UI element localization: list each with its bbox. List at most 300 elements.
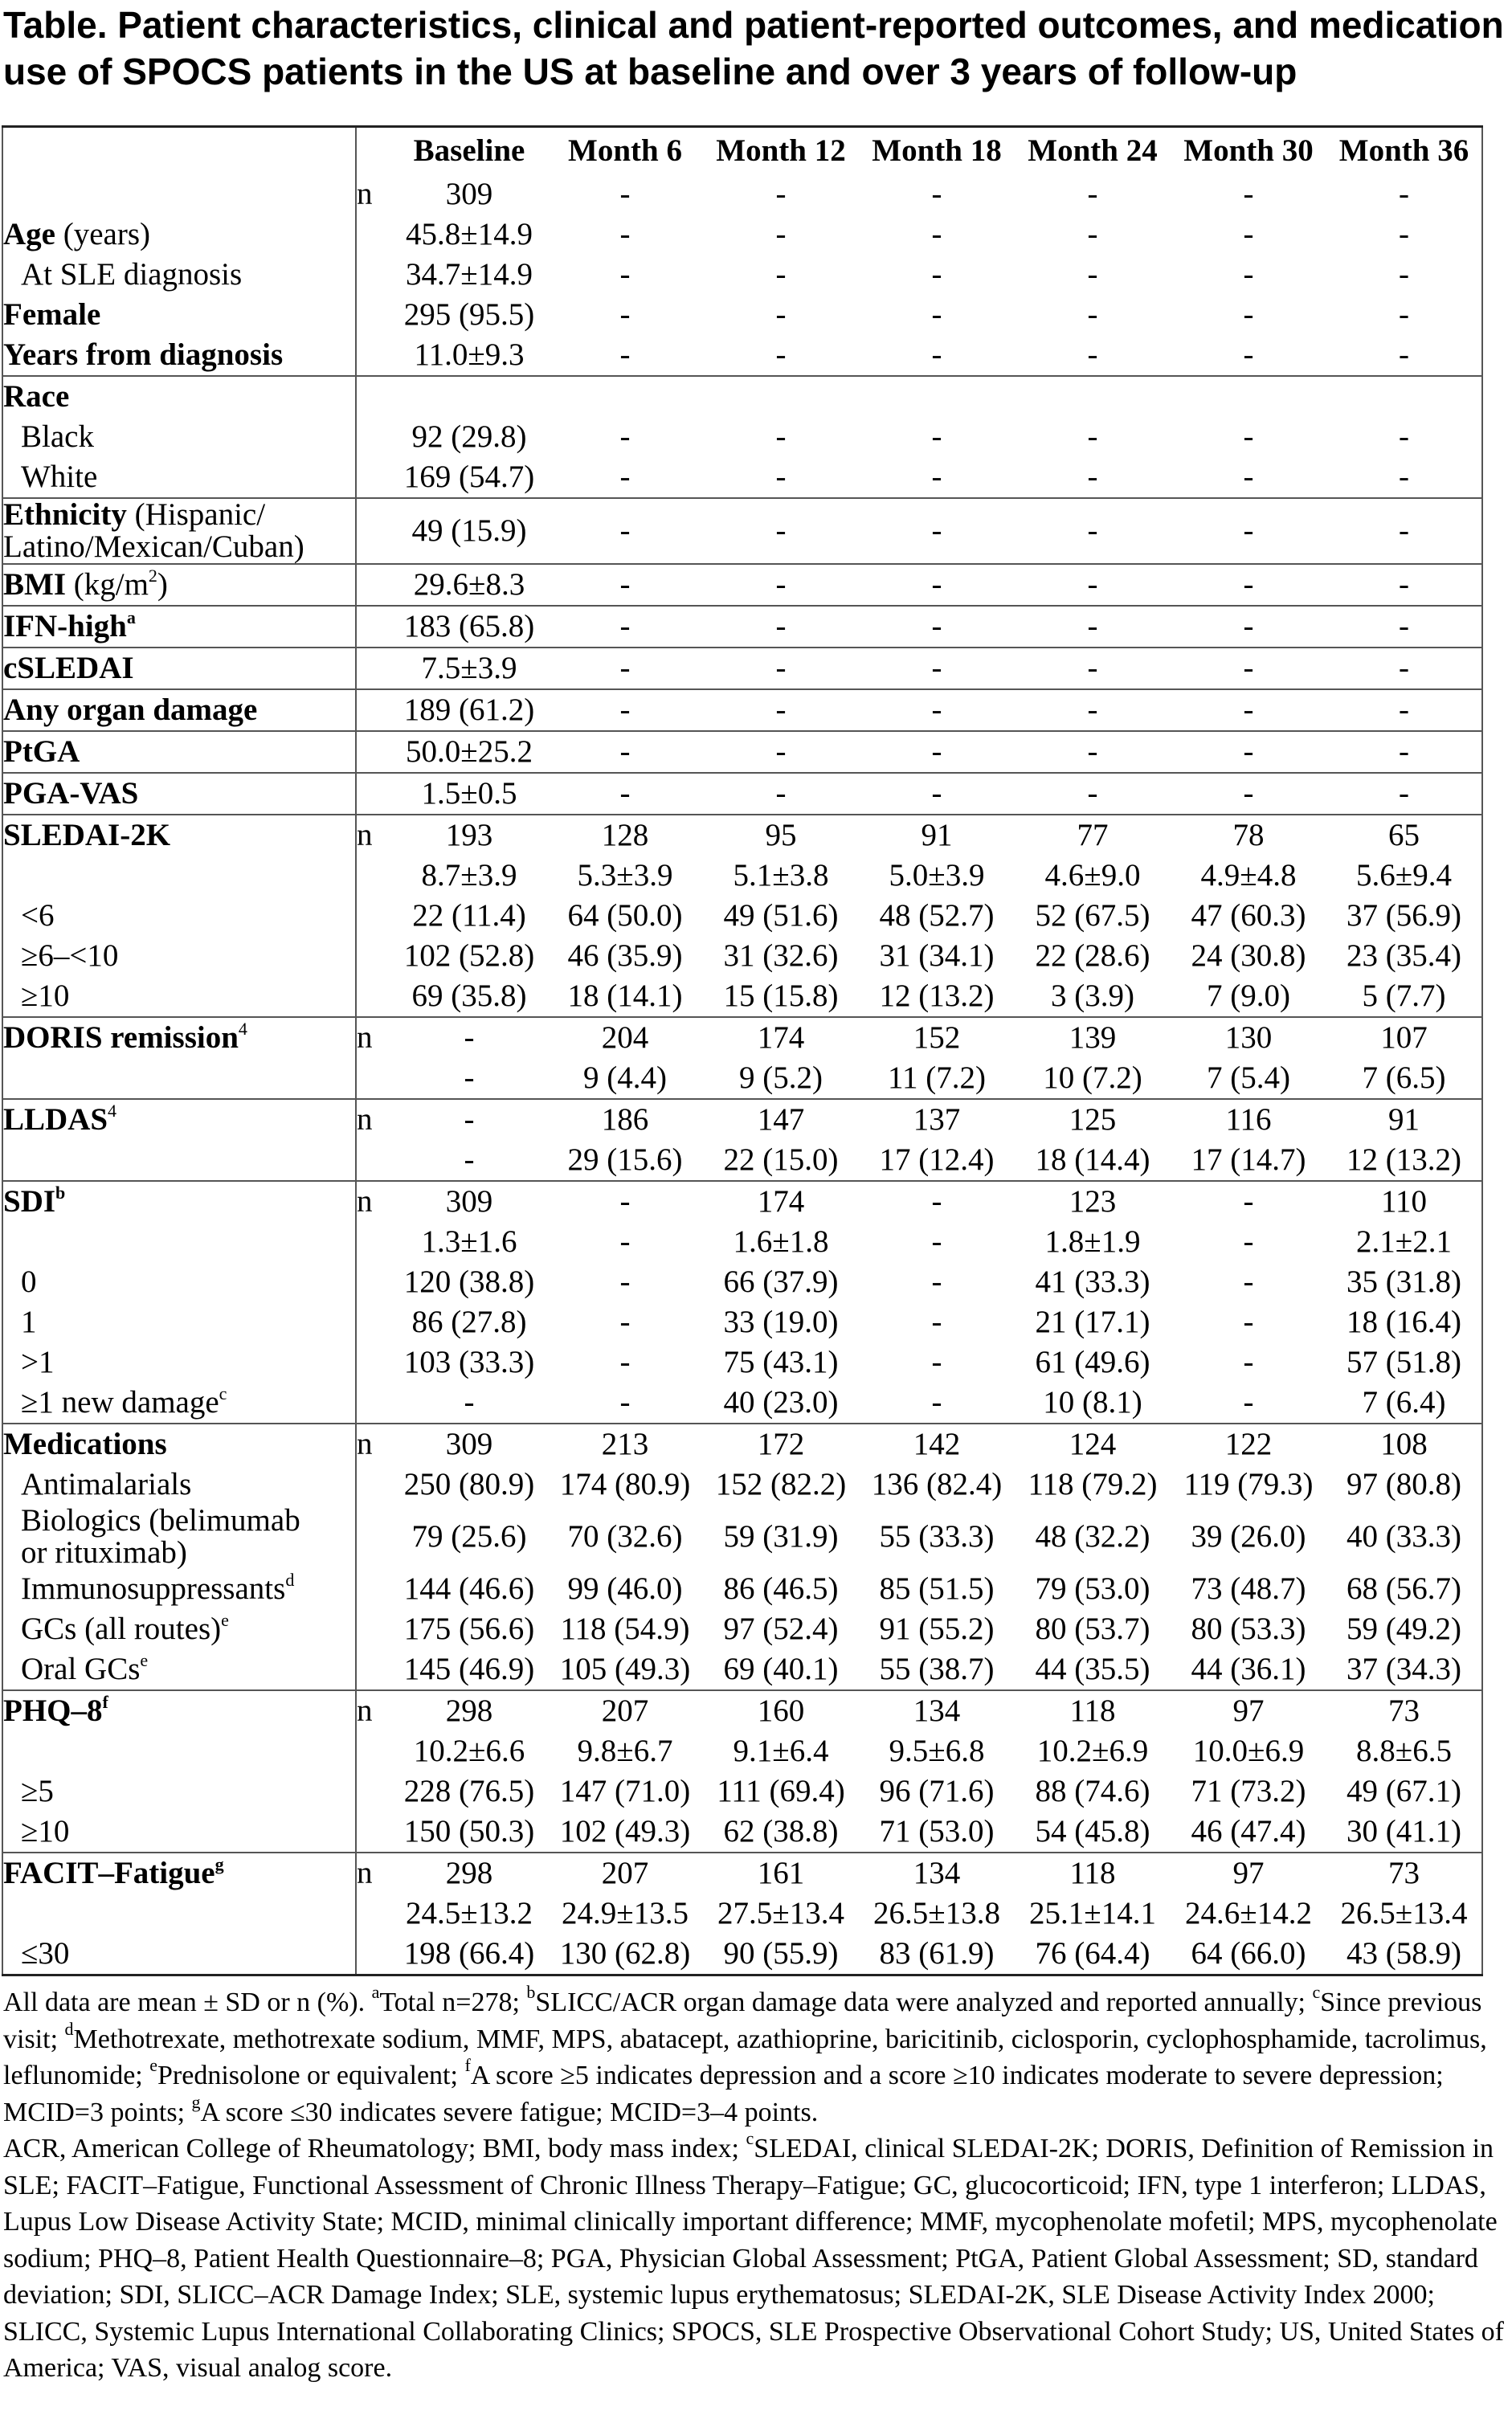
row-label-cell bbox=[2, 648, 356, 689]
value-cell: 62 (38.8) bbox=[723, 1814, 839, 1849]
table-row bbox=[2, 1465, 1482, 1505]
value-cell: 9 (4.4) bbox=[583, 1060, 667, 1095]
value-cell: 31 (34.1) bbox=[879, 938, 995, 973]
value-cell: 295 (95.5) bbox=[403, 297, 535, 332]
value-cell: 48 (32.2) bbox=[1035, 1519, 1150, 1554]
value-cell: 119 (79.3) bbox=[1183, 1467, 1314, 1501]
patient-characteristics-table bbox=[2, 125, 1483, 1976]
value-cell: - bbox=[619, 1345, 631, 1379]
row-label: ≥10 bbox=[21, 978, 70, 1013]
table-row bbox=[2, 1099, 1482, 1140]
table-row bbox=[2, 1505, 1482, 1569]
value-cell: 186 bbox=[547, 1099, 703, 1140]
value-cell: 65 bbox=[1326, 815, 1482, 856]
value-cell: - bbox=[859, 564, 1015, 606]
value-cell: 23 (35.4) bbox=[1346, 938, 1461, 973]
value-cell: 45.8±14.9 bbox=[406, 217, 533, 251]
value-cell: 102 (52.8) bbox=[403, 938, 535, 973]
value-cell: 18 (14.1) bbox=[567, 978, 683, 1013]
value-cell: 44 (36.1) bbox=[1191, 1652, 1306, 1686]
value-cell: - bbox=[931, 1385, 942, 1420]
footnote-text: All data are mean ± SD or n (%). bbox=[3, 1988, 372, 2017]
value-cell: - bbox=[931, 257, 942, 292]
value-cell: 68 (56.7) bbox=[1346, 1571, 1461, 1606]
n-marker-cell bbox=[356, 214, 391, 255]
n-marker-cell bbox=[356, 1934, 391, 1975]
value-cell: - bbox=[619, 257, 631, 292]
value-cell: 4.9±4.8 bbox=[1200, 858, 1297, 893]
abbreviations-text: ACR, American College of Rheumatology; BMI, body mass index; bbox=[3, 2134, 746, 2163]
value-cell: 50.0±25.2 bbox=[391, 731, 547, 773]
value-cell: 66 (37.9) bbox=[723, 1264, 839, 1299]
row-label-cell bbox=[2, 976, 356, 1017]
row-label-cell bbox=[2, 1383, 356, 1424]
value-cell: 136 (82.4) bbox=[871, 1467, 1003, 1501]
value-cell: 96 (71.6) bbox=[879, 1774, 995, 1808]
value-cell: 130 (62.8) bbox=[559, 1936, 691, 1971]
value-cell: - bbox=[619, 217, 631, 251]
value-cell: - bbox=[1326, 773, 1482, 815]
value-cell bbox=[703, 376, 859, 417]
value-cell: - bbox=[931, 217, 942, 251]
row-label-cell bbox=[2, 1771, 356, 1812]
table-row bbox=[2, 1262, 1482, 1302]
row-label: 1 bbox=[21, 1305, 37, 1339]
table-row bbox=[2, 606, 1482, 648]
value-cell: 130 bbox=[1171, 1017, 1326, 1058]
value-cell: 5.0±3.9 bbox=[889, 858, 985, 893]
value-cell: - bbox=[1243, 1305, 1254, 1339]
value-cell: 54 (45.8) bbox=[1035, 1814, 1150, 1849]
value-cell: 8.8±6.5 bbox=[1356, 1734, 1452, 1768]
row-label-cell bbox=[2, 1140, 356, 1181]
value-cell: 55 (33.3) bbox=[879, 1519, 995, 1554]
value-cell: 122 bbox=[1171, 1424, 1326, 1465]
value-cell: 71 (73.2) bbox=[1191, 1774, 1306, 1808]
value-cell: - bbox=[703, 773, 859, 815]
table-row bbox=[2, 1649, 1482, 1690]
column-header: Month 6 bbox=[547, 127, 703, 175]
table-row bbox=[2, 1424, 1482, 1465]
table-row bbox=[2, 1140, 1482, 1181]
n-marker-cell bbox=[356, 255, 391, 295]
table-row bbox=[2, 1569, 1482, 1609]
row-label: Medications bbox=[3, 1427, 167, 1461]
value-cell: - bbox=[1243, 297, 1254, 332]
value-cell: 4.6±9.0 bbox=[1044, 858, 1141, 893]
table-row bbox=[2, 1894, 1482, 1934]
header-n-cell bbox=[356, 127, 391, 175]
value-cell: - bbox=[931, 1264, 942, 1299]
row-label-cell bbox=[2, 295, 356, 335]
value-cell: 79 (25.6) bbox=[411, 1519, 527, 1554]
value-cell: 128 bbox=[547, 815, 703, 856]
value-cell: - bbox=[1171, 1181, 1326, 1222]
n-marker-cell bbox=[356, 1771, 391, 1812]
table-row bbox=[2, 295, 1482, 335]
row-label-cell bbox=[2, 1262, 356, 1302]
abbreviations-text: SLEDAI, clinical SLEDAI-2K; DORIS, Definition of Remission in SLE; FACIT–Fatigue, Functional Assessment of Chronic Illness Therapy–Fatigue; GC, glucocorticoid; IFN, type 1 interferon; LLDAS, Lupus Low Disease Activity State; MCID, minimal clinically important difference; MMF, mycophenolate mofetil; MPS, mycophenolate sodium; PHQ–8, Patient Health Questionnaire–8; PGA, Physician Global Assessment; PtGA, Patient Global Assessment; SD, standard deviation; SDI, SLICC–ACR Damage Index; SLE, systemic lupus erythematosus; SLEDAI-2K, SLE Disease Activity Index 2000; SLICC, Systemic Lupus International Collaborating Clinics; SPOCS, SLE Prospective Observational Cohort Study; US, United States of America; VAS, visual analog score. bbox=[3, 2134, 1505, 2383]
value-cell bbox=[1171, 376, 1326, 417]
n-marker-cell bbox=[356, 564, 391, 606]
value-cell: - bbox=[1326, 648, 1482, 689]
value-cell: - bbox=[931, 337, 942, 372]
value-cell: 49 (67.1) bbox=[1346, 1774, 1461, 1808]
footnote-text: Since previous visit; bbox=[3, 1988, 1482, 2054]
row-label-cell bbox=[2, 773, 356, 815]
value-cell: 5.3±3.9 bbox=[577, 858, 673, 893]
value-cell: - bbox=[619, 337, 631, 372]
value-cell: - bbox=[1243, 1345, 1254, 1379]
value-cell: 48 (52.7) bbox=[879, 898, 995, 933]
value-cell: - bbox=[775, 337, 787, 372]
value-cell: - bbox=[859, 498, 1015, 564]
footnote-marker: a bbox=[126, 607, 136, 627]
row-label-cell bbox=[2, 731, 356, 773]
value-cell: 41 (33.3) bbox=[1035, 1264, 1150, 1299]
row-label: PtGA bbox=[3, 734, 80, 769]
value-cell: 91 bbox=[1326, 1099, 1482, 1140]
table-row bbox=[2, 376, 1482, 417]
value-cell: - bbox=[1171, 648, 1326, 689]
value-cell: 228 (76.5) bbox=[403, 1774, 535, 1808]
value-cell: - bbox=[547, 1181, 703, 1222]
value-cell: 59 (49.2) bbox=[1346, 1612, 1461, 1646]
row-label: LLDAS bbox=[3, 1102, 108, 1137]
footnote-marker: 4 bbox=[238, 1019, 247, 1039]
n-marker-cell bbox=[356, 896, 391, 936]
n-marker-cell bbox=[356, 1465, 391, 1505]
value-cell bbox=[547, 376, 703, 417]
value-cell: - bbox=[859, 648, 1015, 689]
value-cell: 134 bbox=[859, 1690, 1015, 1731]
value-cell: - bbox=[859, 689, 1015, 731]
n-marker-cell bbox=[356, 731, 391, 773]
table-row bbox=[2, 174, 1482, 214]
n-marker-cell bbox=[356, 976, 391, 1017]
value-cell: 75 (43.1) bbox=[723, 1345, 839, 1379]
value-cell: - bbox=[1171, 498, 1326, 564]
value-cell: 33 (19.0) bbox=[723, 1305, 839, 1339]
value-cell: 108 bbox=[1326, 1424, 1482, 1465]
row-label-qualifier: ) bbox=[157, 567, 168, 602]
row-label-cell bbox=[2, 1894, 356, 1934]
value-cell: 174 (80.9) bbox=[559, 1467, 691, 1501]
value-cell: 147 (71.0) bbox=[559, 1774, 691, 1808]
value-cell: 49 (15.9) bbox=[391, 498, 547, 564]
row-label-cell bbox=[2, 1649, 356, 1690]
row-label-cell bbox=[2, 1222, 356, 1262]
header-row bbox=[2, 127, 1482, 175]
table-row bbox=[2, 731, 1482, 773]
value-cell: 37 (56.9) bbox=[1346, 898, 1461, 933]
footnote-marker: g bbox=[215, 1854, 224, 1874]
value-cell: - bbox=[931, 1345, 942, 1379]
n-marker-cell bbox=[356, 1262, 391, 1302]
value-cell: 17 (12.4) bbox=[879, 1142, 995, 1177]
row-label: 0 bbox=[21, 1264, 37, 1299]
n-marker-cell bbox=[356, 689, 391, 731]
value-cell: - bbox=[775, 177, 787, 211]
column-header: Month 30 bbox=[1171, 127, 1326, 175]
value-cell: - bbox=[619, 1385, 631, 1420]
value-cell: - bbox=[1015, 648, 1171, 689]
value-cell: - bbox=[1243, 337, 1254, 372]
value-cell: 64 (50.0) bbox=[567, 898, 683, 933]
value-cell: 30 (41.1) bbox=[1346, 1814, 1461, 1849]
value-cell: 97 bbox=[1171, 1690, 1326, 1731]
footnote-text: Prednisolone or equivalent; bbox=[157, 2061, 465, 2090]
value-cell: 9 (5.2) bbox=[739, 1060, 823, 1095]
n-marker-cell bbox=[356, 295, 391, 335]
value-cell: - bbox=[1171, 689, 1326, 731]
n-marker-cell bbox=[356, 376, 391, 417]
value-cell: - bbox=[1171, 564, 1326, 606]
value-cell: 207 bbox=[547, 1853, 703, 1894]
row-label-cell bbox=[2, 376, 356, 417]
row-label-cell bbox=[2, 214, 356, 255]
table-row bbox=[2, 936, 1482, 976]
value-cell bbox=[859, 376, 1015, 417]
n-marker-cell bbox=[356, 498, 391, 564]
value-cell: 24.5±13.2 bbox=[406, 1896, 533, 1930]
row-label-cell bbox=[2, 1302, 356, 1342]
table-footnote bbox=[3, 1984, 1509, 2387]
footnote-marker: c bbox=[1312, 1982, 1321, 2002]
table-row bbox=[2, 648, 1482, 689]
row-label: PGA-VAS bbox=[3, 776, 139, 811]
table-row bbox=[2, 564, 1482, 606]
row-label-cell bbox=[2, 1342, 356, 1383]
value-cell: - bbox=[775, 297, 787, 332]
value-cell: 86 (46.5) bbox=[723, 1571, 839, 1606]
n-marker-cell bbox=[356, 335, 391, 376]
row-label: ≥5 bbox=[21, 1774, 54, 1808]
value-cell: - bbox=[1326, 689, 1482, 731]
table-row bbox=[2, 1690, 1482, 1731]
value-cell: 142 bbox=[859, 1424, 1015, 1465]
value-cell: - bbox=[859, 606, 1015, 648]
value-cell: 97 bbox=[1171, 1853, 1326, 1894]
value-cell bbox=[1326, 376, 1482, 417]
n-marker-cell bbox=[356, 1302, 391, 1342]
row-label: At SLE diagnosis bbox=[21, 257, 243, 292]
value-cell: 120 (38.8) bbox=[403, 1264, 535, 1299]
value-cell: 213 bbox=[547, 1424, 703, 1465]
value-cell: - bbox=[931, 1305, 942, 1339]
row-label: Female bbox=[3, 297, 101, 332]
table-row bbox=[2, 1342, 1482, 1383]
value-cell: 80 (53.7) bbox=[1035, 1612, 1150, 1646]
n-marker-cell bbox=[356, 1812, 391, 1853]
value-cell: 55 (38.7) bbox=[879, 1652, 995, 1686]
value-cell: 95 bbox=[703, 815, 859, 856]
value-cell: 152 bbox=[859, 1017, 1015, 1058]
value-cell: 49 (51.6) bbox=[723, 898, 839, 933]
value-cell: - bbox=[775, 460, 787, 494]
table-row bbox=[2, 457, 1482, 498]
value-cell: 29 (15.6) bbox=[567, 1142, 683, 1177]
value-cell: - bbox=[464, 1385, 475, 1420]
value-cell: - bbox=[1171, 731, 1326, 773]
row-label: GCs (all routes) bbox=[21, 1612, 222, 1646]
row-label-qualifier: (years) bbox=[55, 217, 150, 251]
table-row bbox=[2, 976, 1482, 1017]
value-cell: 26.5±13.4 bbox=[1340, 1896, 1468, 1930]
value-cell: - bbox=[703, 689, 859, 731]
table-row bbox=[2, 1853, 1482, 1894]
value-cell: - bbox=[703, 498, 859, 564]
table-row bbox=[2, 896, 1482, 936]
n-marker-cell bbox=[356, 1222, 391, 1262]
row-label: Race bbox=[3, 379, 70, 414]
value-cell: - bbox=[1243, 1224, 1254, 1259]
value-cell: - bbox=[931, 297, 942, 332]
value-cell: - bbox=[1399, 257, 1409, 292]
value-cell: - bbox=[1326, 564, 1482, 606]
value-cell: - bbox=[703, 564, 859, 606]
row-label: ≥1 new damage bbox=[21, 1385, 219, 1420]
table-row bbox=[2, 335, 1482, 376]
value-cell: 7 (9.0) bbox=[1207, 978, 1290, 1013]
value-cell: - bbox=[1243, 217, 1254, 251]
value-cell: 144 (46.6) bbox=[403, 1571, 535, 1606]
value-cell: 1.3±1.6 bbox=[421, 1224, 517, 1259]
value-cell: 97 (80.8) bbox=[1346, 1467, 1461, 1501]
row-label-cell bbox=[2, 1058, 356, 1099]
footnote-marker: d bbox=[285, 1570, 295, 1590]
column-header: Month 12 bbox=[703, 127, 859, 175]
header-label-cell bbox=[2, 127, 356, 175]
value-cell: 46 (35.9) bbox=[567, 938, 683, 973]
value-cell: - bbox=[1243, 257, 1254, 292]
row-label-continued: Latino/Mexican/Cuban) bbox=[3, 529, 304, 564]
value-cell: - bbox=[1243, 460, 1254, 494]
value-cell: 169 (54.7) bbox=[403, 460, 535, 494]
value-cell: 37 (34.3) bbox=[1346, 1652, 1461, 1686]
value-cell: 73 (48.7) bbox=[1191, 1571, 1306, 1606]
row-label-cell bbox=[2, 1812, 356, 1853]
table-row bbox=[2, 1302, 1482, 1342]
n-marker-cell bbox=[356, 1894, 391, 1934]
table-row bbox=[2, 1181, 1482, 1222]
value-cell: 34.7±14.9 bbox=[406, 257, 533, 292]
value-cell: 22 (28.6) bbox=[1035, 938, 1150, 973]
value-cell: 39 (26.0) bbox=[1191, 1519, 1306, 1554]
value-cell: 3 (3.9) bbox=[1051, 978, 1134, 1013]
value-cell: - bbox=[703, 648, 859, 689]
row-label: FACIT–Fatigue bbox=[3, 1856, 215, 1890]
n-marker-cell bbox=[356, 1383, 391, 1424]
n-marker-cell bbox=[356, 936, 391, 976]
row-label-cell bbox=[2, 815, 356, 856]
row-label-cell bbox=[2, 1017, 356, 1058]
value-cell: 1.8±1.9 bbox=[1044, 1224, 1141, 1259]
value-cell: 15 (15.8) bbox=[723, 978, 839, 1013]
value-cell: - bbox=[547, 689, 703, 731]
value-cell: 44 (35.5) bbox=[1035, 1652, 1150, 1686]
row-label-cell bbox=[2, 689, 356, 731]
row-label: Immunosuppressants bbox=[21, 1571, 286, 1606]
value-cell: 309 bbox=[391, 1424, 547, 1465]
value-cell: 124 bbox=[1015, 1424, 1171, 1465]
value-cell: 7 (6.4) bbox=[1362, 1385, 1446, 1420]
column-header: Month 24 bbox=[1015, 127, 1171, 175]
value-cell: 298 bbox=[391, 1853, 547, 1894]
table-row bbox=[2, 1222, 1482, 1262]
value-cell: 85 (51.5) bbox=[879, 1571, 995, 1606]
value-cell: 11.0±9.3 bbox=[414, 337, 525, 372]
row-label-cell bbox=[2, 1181, 356, 1222]
row-label: BMI bbox=[3, 567, 66, 602]
row-label: Age bbox=[3, 217, 55, 251]
value-cell: 118 (79.2) bbox=[1028, 1467, 1158, 1501]
value-cell: 97 (52.4) bbox=[723, 1612, 839, 1646]
footnote-marker: b bbox=[526, 1982, 536, 2002]
value-cell: - bbox=[1015, 606, 1171, 648]
value-cell: 73 bbox=[1326, 1853, 1482, 1894]
table-row bbox=[2, 1058, 1482, 1099]
row-label: Any organ damage bbox=[3, 693, 258, 727]
value-cell: 145 (46.9) bbox=[403, 1652, 535, 1686]
value-cell: 18 (14.4) bbox=[1035, 1142, 1150, 1177]
value-cell: 26.5±13.8 bbox=[873, 1896, 1000, 1930]
value-cell: 172 bbox=[703, 1424, 859, 1465]
row-label: cSLEDAI bbox=[3, 651, 134, 685]
row-label: Oral GCs bbox=[21, 1652, 141, 1686]
value-cell: 12 (13.2) bbox=[879, 978, 995, 1013]
row-label: DORIS remission bbox=[3, 1020, 239, 1055]
value-cell: - bbox=[1087, 217, 1098, 251]
row-label-cell bbox=[2, 606, 356, 648]
value-cell: - bbox=[931, 1224, 942, 1259]
value-cell: - bbox=[1399, 297, 1409, 332]
value-cell: - bbox=[1171, 606, 1326, 648]
footnote-marker: f bbox=[464, 2055, 471, 2075]
value-cell: 9.8±6.7 bbox=[577, 1734, 673, 1768]
value-cell: - bbox=[703, 606, 859, 648]
value-cell: 102 (49.3) bbox=[559, 1814, 691, 1849]
value-cell: 25.1±14.1 bbox=[1029, 1896, 1156, 1930]
value-cell: - bbox=[1015, 731, 1171, 773]
row-label-cell bbox=[2, 255, 356, 295]
value-cell: 116 bbox=[1171, 1099, 1326, 1140]
value-cell: - bbox=[1087, 257, 1098, 292]
footnote-marker: g bbox=[191, 2091, 201, 2112]
value-cell: - bbox=[391, 1017, 547, 1058]
n-marker-cell: n bbox=[356, 1099, 391, 1140]
value-cell: - bbox=[1171, 773, 1326, 815]
value-cell: 29.6±8.3 bbox=[391, 564, 547, 606]
row-label-cell bbox=[2, 1424, 356, 1465]
value-cell: 134 bbox=[859, 1853, 1015, 1894]
value-cell: - bbox=[1399, 419, 1409, 454]
value-cell: 1.5±0.5 bbox=[391, 773, 547, 815]
value-cell: - bbox=[703, 731, 859, 773]
n-marker-cell: n bbox=[356, 815, 391, 856]
value-cell: 183 (65.8) bbox=[391, 606, 547, 648]
value-cell: - bbox=[1015, 689, 1171, 731]
value-cell: - bbox=[1015, 773, 1171, 815]
footnote-marker: b bbox=[55, 1183, 66, 1203]
value-cell: 31 (32.6) bbox=[723, 938, 839, 973]
table-row bbox=[2, 214, 1482, 255]
row-label-cell bbox=[2, 896, 356, 936]
table-row bbox=[2, 1771, 1482, 1812]
value-cell: 10 (8.1) bbox=[1043, 1385, 1142, 1420]
row-label-cell bbox=[2, 417, 356, 457]
value-cell: 160 bbox=[703, 1690, 859, 1731]
